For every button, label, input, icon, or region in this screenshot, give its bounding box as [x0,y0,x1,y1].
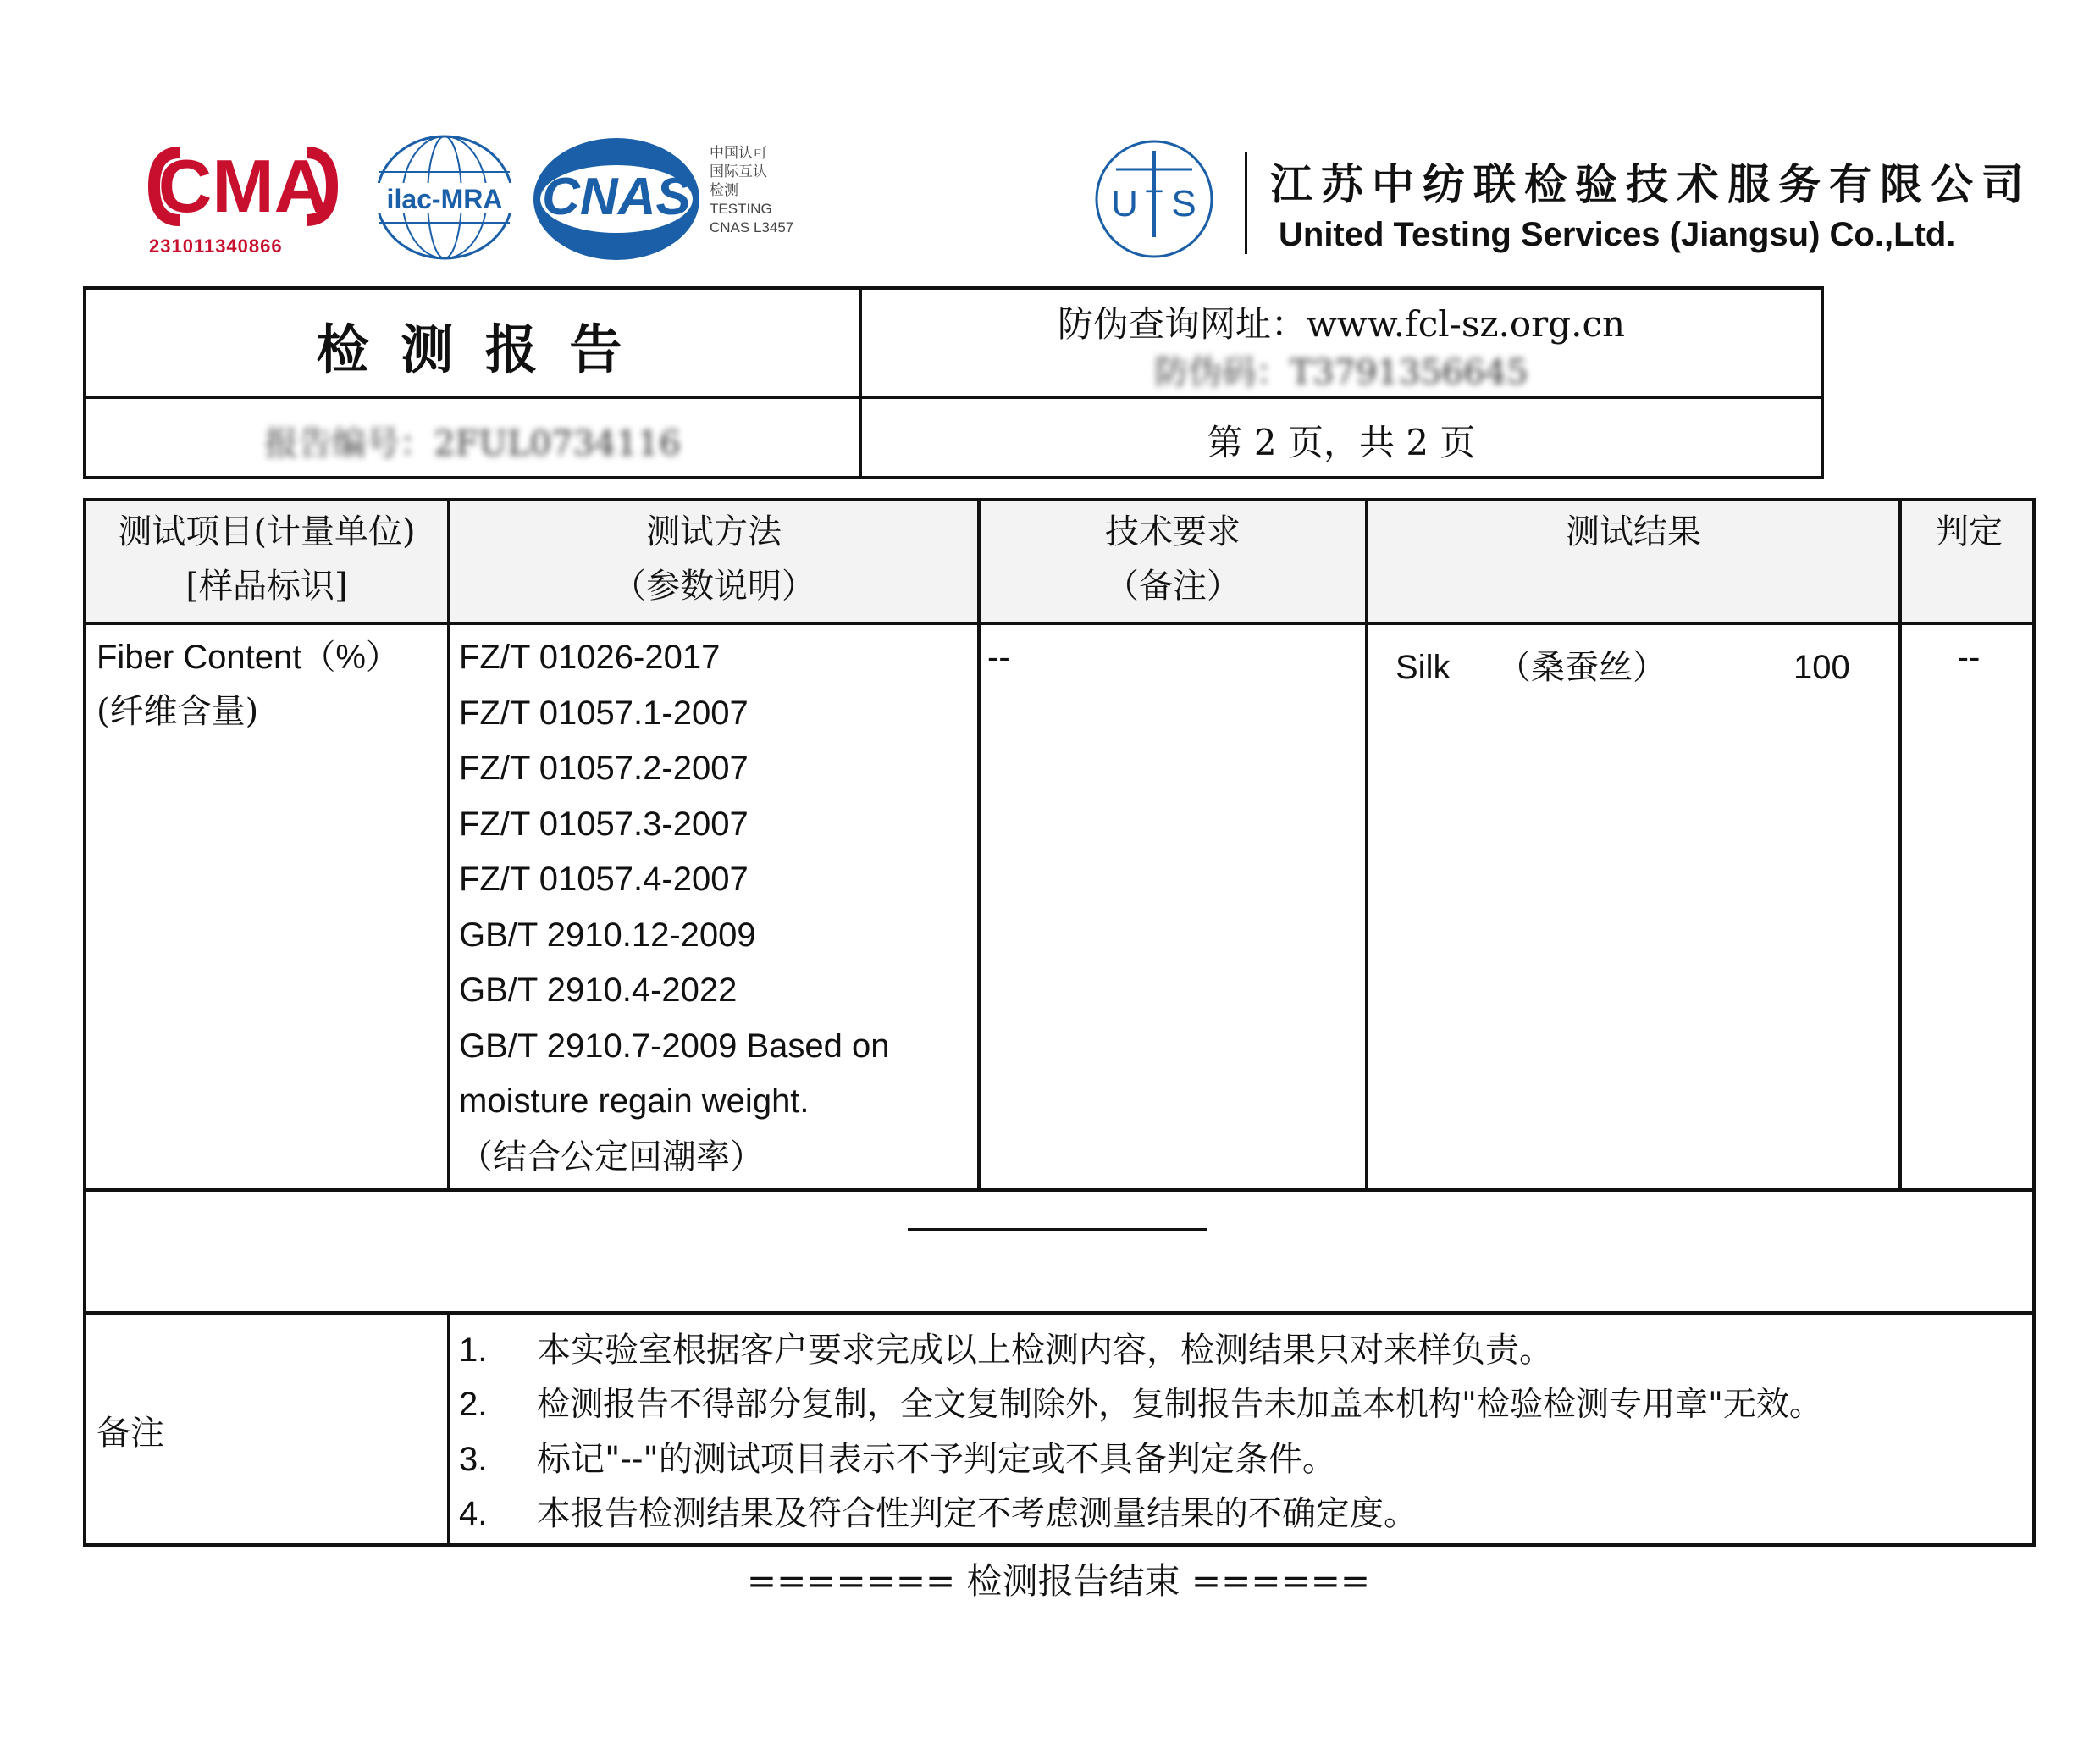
report-title: 检 测 报 告 [316,318,629,380]
remark-text: 本报告检测结果及符合性判定不考虑测量结果的不确定度。 [537,1494,1418,1533]
table-vline [1365,498,1368,1190]
cell-item [97,630,444,739]
verify-url: 防伪查询网址：www.fcl-sz.org.cn [1057,303,1626,345]
report-number: 报告编号：2FUL0734116 [264,424,681,463]
blank-row-rule [908,1228,1208,1231]
remark-item [459,1432,2025,1486]
table-vline [977,498,981,1190]
svg-text:U: U [1111,183,1138,224]
header-method [452,505,975,613]
cnas-logo-text: CNAS [542,168,691,226]
header-judgement: 判定 [1935,512,2003,551]
svg-text:T: T [1145,185,1163,217]
cnas-logo-icon [532,136,710,263]
result-fiber-cn: （桑蚕丝） [1497,648,1666,687]
method-line: （结合公定回潮率） [459,1137,764,1176]
report-end-marker: ======= 检测报告结束 ====== [746,1560,1371,1602]
remark-number: 3. [459,1441,488,1478]
verify-code: 防伪码：T3791356645 [1154,353,1528,392]
cell-methods [459,630,975,1185]
item-name-cn: (纤维含量) [97,692,259,731]
header-requirement [982,505,1363,613]
table-vline [447,498,450,1190]
cnas-side-line: 检测 [710,182,738,198]
table-hline [83,1311,2036,1315]
remarks-label: 备注 [97,1414,164,1453]
remark-number: 4. [459,1495,488,1532]
method-line: FZ/T 01057.4-2007 [459,861,749,898]
header-divider [1245,152,1247,254]
ilac-logo-text: ilac-MRA [386,184,503,214]
item-name-en: Fiber Content（%） [97,639,400,676]
remark-text: 检测报告不得部分复制，全文复制除外，复制报告未加盖本机构"检验检测专用章"无效。 [537,1386,1822,1424]
company-name-cn: 江苏中纺联检验技术服务有限公司 [1270,160,2032,209]
header-method-line: （参数说明） [612,567,815,606]
header-item [88,505,445,613]
method-line: GB/T 2910.12-2009 [459,916,756,954]
uts-logo [1091,136,1218,263]
table-hline [83,622,2036,625]
result-value: 100 [1793,649,1850,686]
page-info: 第 2 页，共 2 页 [1207,422,1476,463]
cnas-side-text [710,144,837,237]
method-line: FZ/T 01026-2017 [459,639,721,676]
header-requirement-line: 技术要求 [1105,512,1241,551]
remark-text: 标记"--"的测试项目表示不予判定或不具备判定条件。 [537,1440,1336,1479]
svg-text:S: S [1171,183,1196,224]
method-line: FZ/T 01057.3-2007 [459,805,749,843]
remark-item [459,1377,2025,1432]
method-line: GB/T 2910.4-2022 [459,972,738,1009]
header-item-line: 测试项目(计量单位) [118,512,416,551]
cell-requirement: -- [987,639,1010,676]
method-line: moisture regain weight. [459,1082,810,1120]
remark-item [459,1486,2025,1541]
header-result: 测试结果 [1566,512,1701,551]
ilac-mra-logo [373,134,517,261]
cnas-side-line: CNAS L3457 [710,219,794,235]
table-vline [447,1311,450,1547]
remarks-list [459,1323,2025,1541]
cell-judgement: -- [1957,639,1981,676]
cnas-side-line: 中国认可 [710,145,767,161]
remark-number: 2. [459,1386,488,1423]
cell-result [1370,640,1897,695]
method-line: GB/T 2910.7-2009 Based on [459,1027,890,1065]
result-fiber: Silk [1395,649,1451,686]
method-line: FZ/T 01057.2-2007 [459,750,749,787]
cma-logo-text: CMA [158,144,329,228]
header-method-line: 测试方法 [646,512,782,551]
remark-item [459,1323,2025,1377]
cnas-logo [532,136,837,263]
globe-icon [373,134,517,261]
cma-number: 231011340866 [149,235,283,257]
remark-text: 本实验室根据客户要求完成以上检测内容，检测结果只对来样负责。 [537,1331,1553,1370]
remark-number: 1. [459,1331,488,1369]
cnas-side-line: 国际互认 [710,163,767,180]
method-line: FZ/T 01057.1-2007 [459,694,749,732]
table-vline [1898,498,1902,1190]
scales-icon [1091,136,1218,263]
company-name-en: United Testing Services (Jiangsu) Co.,Ltd. [1279,216,1956,253]
cnas-side-line: TESTING [710,201,772,217]
cma-logo-icon [146,136,340,237]
table-hline [83,1188,2036,1192]
cma-logo [146,136,340,263]
title-table-hdivider [83,396,1824,399]
header-requirement-line: （备注） [1105,567,1241,606]
header-item-line: [样品标识] [185,567,348,606]
